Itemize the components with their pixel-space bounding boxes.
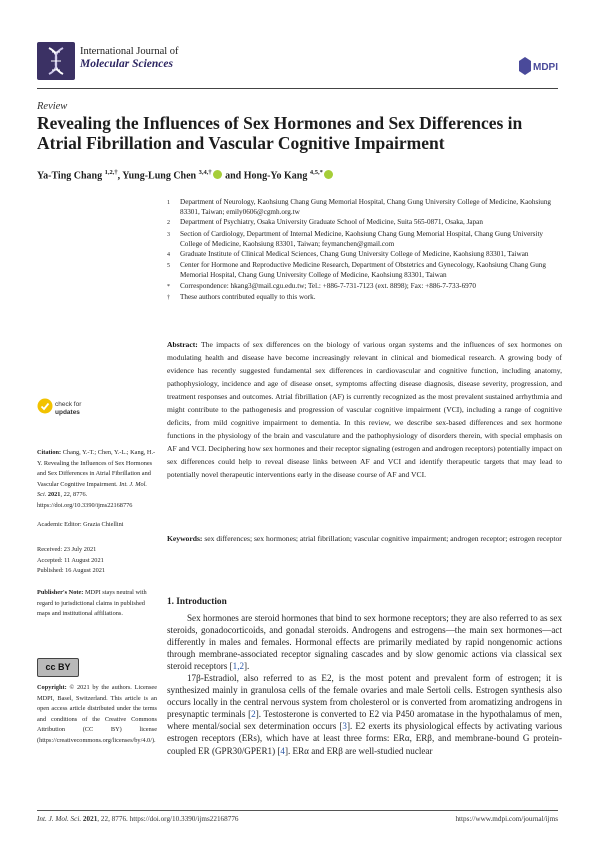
affiliation-number: † bbox=[167, 294, 170, 301]
reference-link[interactable]: 4 bbox=[280, 745, 285, 756]
affiliation-item bbox=[167, 217, 562, 228]
affiliation-number: 1 bbox=[167, 200, 170, 206]
orcid-icon[interactable] bbox=[324, 170, 333, 179]
footer-citation bbox=[37, 815, 239, 823]
check-for-updates-icon[interactable] bbox=[37, 398, 53, 419]
author-separator: and bbox=[222, 170, 244, 182]
journal-name-line1: International Journal of bbox=[80, 46, 179, 57]
affiliation-item bbox=[167, 197, 562, 217]
author-separator: , bbox=[117, 170, 123, 182]
affiliation-text: These authors contributed equally to this work. bbox=[180, 292, 316, 301]
reference-link[interactable]: 3 bbox=[342, 721, 347, 732]
abstract bbox=[167, 338, 562, 481]
footer-journal: Int. J. Mol. Sci. bbox=[37, 815, 82, 823]
affiliation-item bbox=[167, 260, 562, 280]
dates bbox=[37, 545, 157, 577]
article-title: Revealing the Influences of Sex Hormones and Sex Differences in Atrial Fibrillation and Vascular Cognitive Impairment bbox=[37, 113, 523, 153]
reference-link[interactable]: 1,2 bbox=[232, 661, 245, 672]
author-name: Hong-Yo Kang bbox=[243, 170, 310, 182]
publisher-note-label: Publisher's Note: bbox=[37, 589, 84, 596]
check-updates-line1: check for bbox=[55, 401, 82, 408]
footer-doi[interactable]: , 22, 8776. https://doi.org/10.3390/ijms22168776 bbox=[97, 815, 239, 823]
journal-name bbox=[80, 46, 179, 71]
article-type: Review bbox=[37, 101, 68, 112]
author-affiliation-marks: 1,2,† bbox=[104, 169, 118, 176]
academic-editor: Academic Editor: Grazia Chiellini bbox=[37, 521, 124, 528]
orcid-icon[interactable] bbox=[213, 170, 222, 179]
journal-logo bbox=[37, 42, 75, 80]
citation-label: Citation: bbox=[37, 449, 62, 456]
affiliation-item bbox=[167, 249, 562, 260]
citation-year: 2021 bbox=[47, 491, 61, 498]
affiliation-text: Center for Hormone and Reproductive Medicine Research, Department of Obstetrics and Gynecology, Kaohsiung Chang Gung Memorial Hospital, Chang Gung University College of Medicine, Kaohsiung 83301, Taiwan bbox=[180, 261, 546, 280]
check-updates-line2: updates bbox=[55, 409, 80, 416]
abstract-label: Abstract: bbox=[167, 340, 198, 349]
footer-year: 2021 bbox=[82, 815, 98, 823]
keywords bbox=[167, 533, 562, 546]
affiliation-text: Department of Psychiatry, Osaka University Graduate School of Medicine, Suita 565-0871, Osaka, Japan bbox=[180, 218, 483, 227]
keywords-text: sex differences; sex hormones; atrial fibrillation; vascular cognitive impairment; androgen receptor; estrogen receptor bbox=[204, 534, 562, 543]
author-list bbox=[37, 169, 557, 181]
affiliation-number: 2 bbox=[167, 220, 170, 227]
copyright-text: © 2021 by the authors. Licensee MDPI, Basel, Switzerland. This article is an open access article distributed under the terms and conditions of the Creative Commons Attribution (CC BY) license (https://creativecommons.org/licenses/by/4.0/). bbox=[37, 684, 157, 744]
journal-name-line2: Molecular Sciences bbox=[80, 58, 173, 70]
accepted-date: Accepted: 11 August 2021 bbox=[37, 556, 104, 564]
author-name: Yung-Lung Chen bbox=[122, 170, 199, 182]
copyright-label: Copyright: bbox=[37, 684, 67, 691]
affiliation-number: 4 bbox=[167, 252, 170, 259]
paragraph: Sex hormones are steroid hormones that bind to sex hormone receptors; they are also referred to as sex steroids, gonadocorticoids, and gonadal steroids. Androgens and estrogens—the main sex hormones—act differently in males and females. Hormonal effects are primarily mediated by rapid nongenomic actions through membrane-associated receptor signaling cascades and by slow genomic actions via classical sex steroid receptors [1,2]. bbox=[167, 613, 562, 672]
dna-icon bbox=[37, 42, 75, 80]
affiliation-text: Department of Neurology, Kaohsiung Chang Gung Memorial Hospital, Chang Gung University College of Medicine, Kaohsiung 83301, Taiwan; emily0606@cgmh.org.tw bbox=[180, 198, 552, 217]
introduction-body bbox=[167, 612, 562, 757]
keywords-label: Keywords: bbox=[167, 534, 203, 543]
publisher-note bbox=[37, 588, 157, 620]
publisher-note-text: MDPI stays neutral with regard to jurisdictional claims in published maps and institutional affiliations. bbox=[37, 589, 147, 617]
affiliation-item bbox=[167, 229, 562, 249]
citation-text: Chang, Y.-T.; Chen, Y.-L.; Kang, H.-Y. Revealing the Influences of Sex Hormones and Sex Differences in Atrial Fibrillation and Vascular Cognitive Impairment. bbox=[37, 449, 156, 488]
reference-link[interactable]: 2 bbox=[251, 709, 256, 720]
affiliation-item bbox=[167, 281, 562, 292]
published-date: Published: 16 August 2021 bbox=[37, 567, 106, 574]
abstract-text: The impacts of sex differences on the biology of various organ systems and the influences of sex hormones on modulating health and disease have become increasingly relevant in clinical and biomedical research. A growing body of evidence has recently suggested fundamental sex differences in cardiovascular and cognitive function, including anatomy, pathophysiology, incidence and age of disease onset, symptoms affecting disease diagnosis, disease severity, progression, and treatment responses and outcomes. Atrial fibrillation (AF) is currently recognized as the most prevalent sustained arrhythmia and might contribute to the pathogenesis and progression of vascular cognitive impairment (VCI), including a range of cognitive deficits, from mild cognitive impairment to dementia. In this review, we describe sex-based differences and sex hormone functions in the physiology of the brain and vasculature and the pathophysiology of disorders therein, with special emphasis on AF and VCI. Deciphering how sex hormones and their receptor signaling (estrogen and androgen receptors) potentially impact on sex differences could help to reveal disease links between AF and VCI and identify therapeutic targets that may lead to potentially novel therapeutic interventions early in the disease course of AF and VCI. bbox=[167, 340, 563, 479]
citation bbox=[37, 448, 157, 511]
affiliation-number: * bbox=[167, 283, 170, 290]
check-for-updates[interactable] bbox=[55, 401, 81, 417]
cc-by-license-icon[interactable]: cc BY bbox=[37, 658, 79, 677]
author-name: Ya-Ting Chang bbox=[37, 170, 105, 182]
affiliation-number: 5 bbox=[167, 263, 170, 270]
footer-journal-url[interactable]: https://www.mdpi.com/journal/ijms bbox=[455, 815, 558, 823]
affiliation-text: Graduate Institute of Clinical Medical Sciences, Chang Gung University College of Medicine, Kaohsiung 83301, Taiwan bbox=[180, 250, 529, 259]
author-affiliation-marks: 4,5,* bbox=[309, 169, 323, 176]
mdpi-logo-text: MDPI bbox=[533, 62, 558, 73]
citation-doi[interactable]: , 22, 8776. https://doi.org/10.3390/ijms22168776 bbox=[37, 491, 133, 509]
author-affiliation-marks: 3,4,† bbox=[198, 169, 212, 176]
header-divider bbox=[37, 88, 558, 89]
paragraph: 17β-Estradiol, also referred to as E2, is the most potent and prevalent form of estrogen; it is synthesized mainly in granulosa cells of the female ovaries and male Sertoli cells. Estrogen synthesis also occurs locally in the central nervous system from cholesterol or is converted from aromatizing androgens in presynaptic terminals [2]. Testosterone is converted to E2 via P450 aromatase in the hypothalamus of men, where mental/social sex determination occurs [3]. E2 exerts its physiological effects by activating various estrogen receptors (ERs), which have at least three forms: ERα, ERβ, and membrane-bound G protein-coupled ER (GPR30/GPER1) [4]. ERα and ERβ are well-studied nuclear bbox=[167, 673, 562, 756]
affiliations bbox=[167, 197, 562, 303]
affiliation-text: Section of Cardiology, Department of Internal Medicine, Kaohsiung Chang Gung Memorial Hospital, Chang Gung University College of Medicine, Kaohsiung 83301, Taiwan; feymanchen@gmail.com bbox=[180, 229, 544, 248]
affiliation-item bbox=[167, 292, 562, 303]
affiliation-text: Correspondence: hkang3@mail.cgu.edu.tw; Tel.: +886-7-731-7123 (ext. 8898); Fax: +886-7-733-6970 bbox=[180, 281, 476, 290]
footer-divider bbox=[37, 810, 558, 811]
copyright bbox=[37, 683, 157, 746]
section-heading: 1. Introduction bbox=[167, 597, 227, 607]
citation-journal: Int. J. Mol. Sci. bbox=[37, 480, 148, 498]
mdpi-logo bbox=[517, 55, 559, 82]
affiliation-number: 3 bbox=[167, 231, 170, 238]
received-date: Received: 23 July 2021 bbox=[37, 546, 97, 553]
